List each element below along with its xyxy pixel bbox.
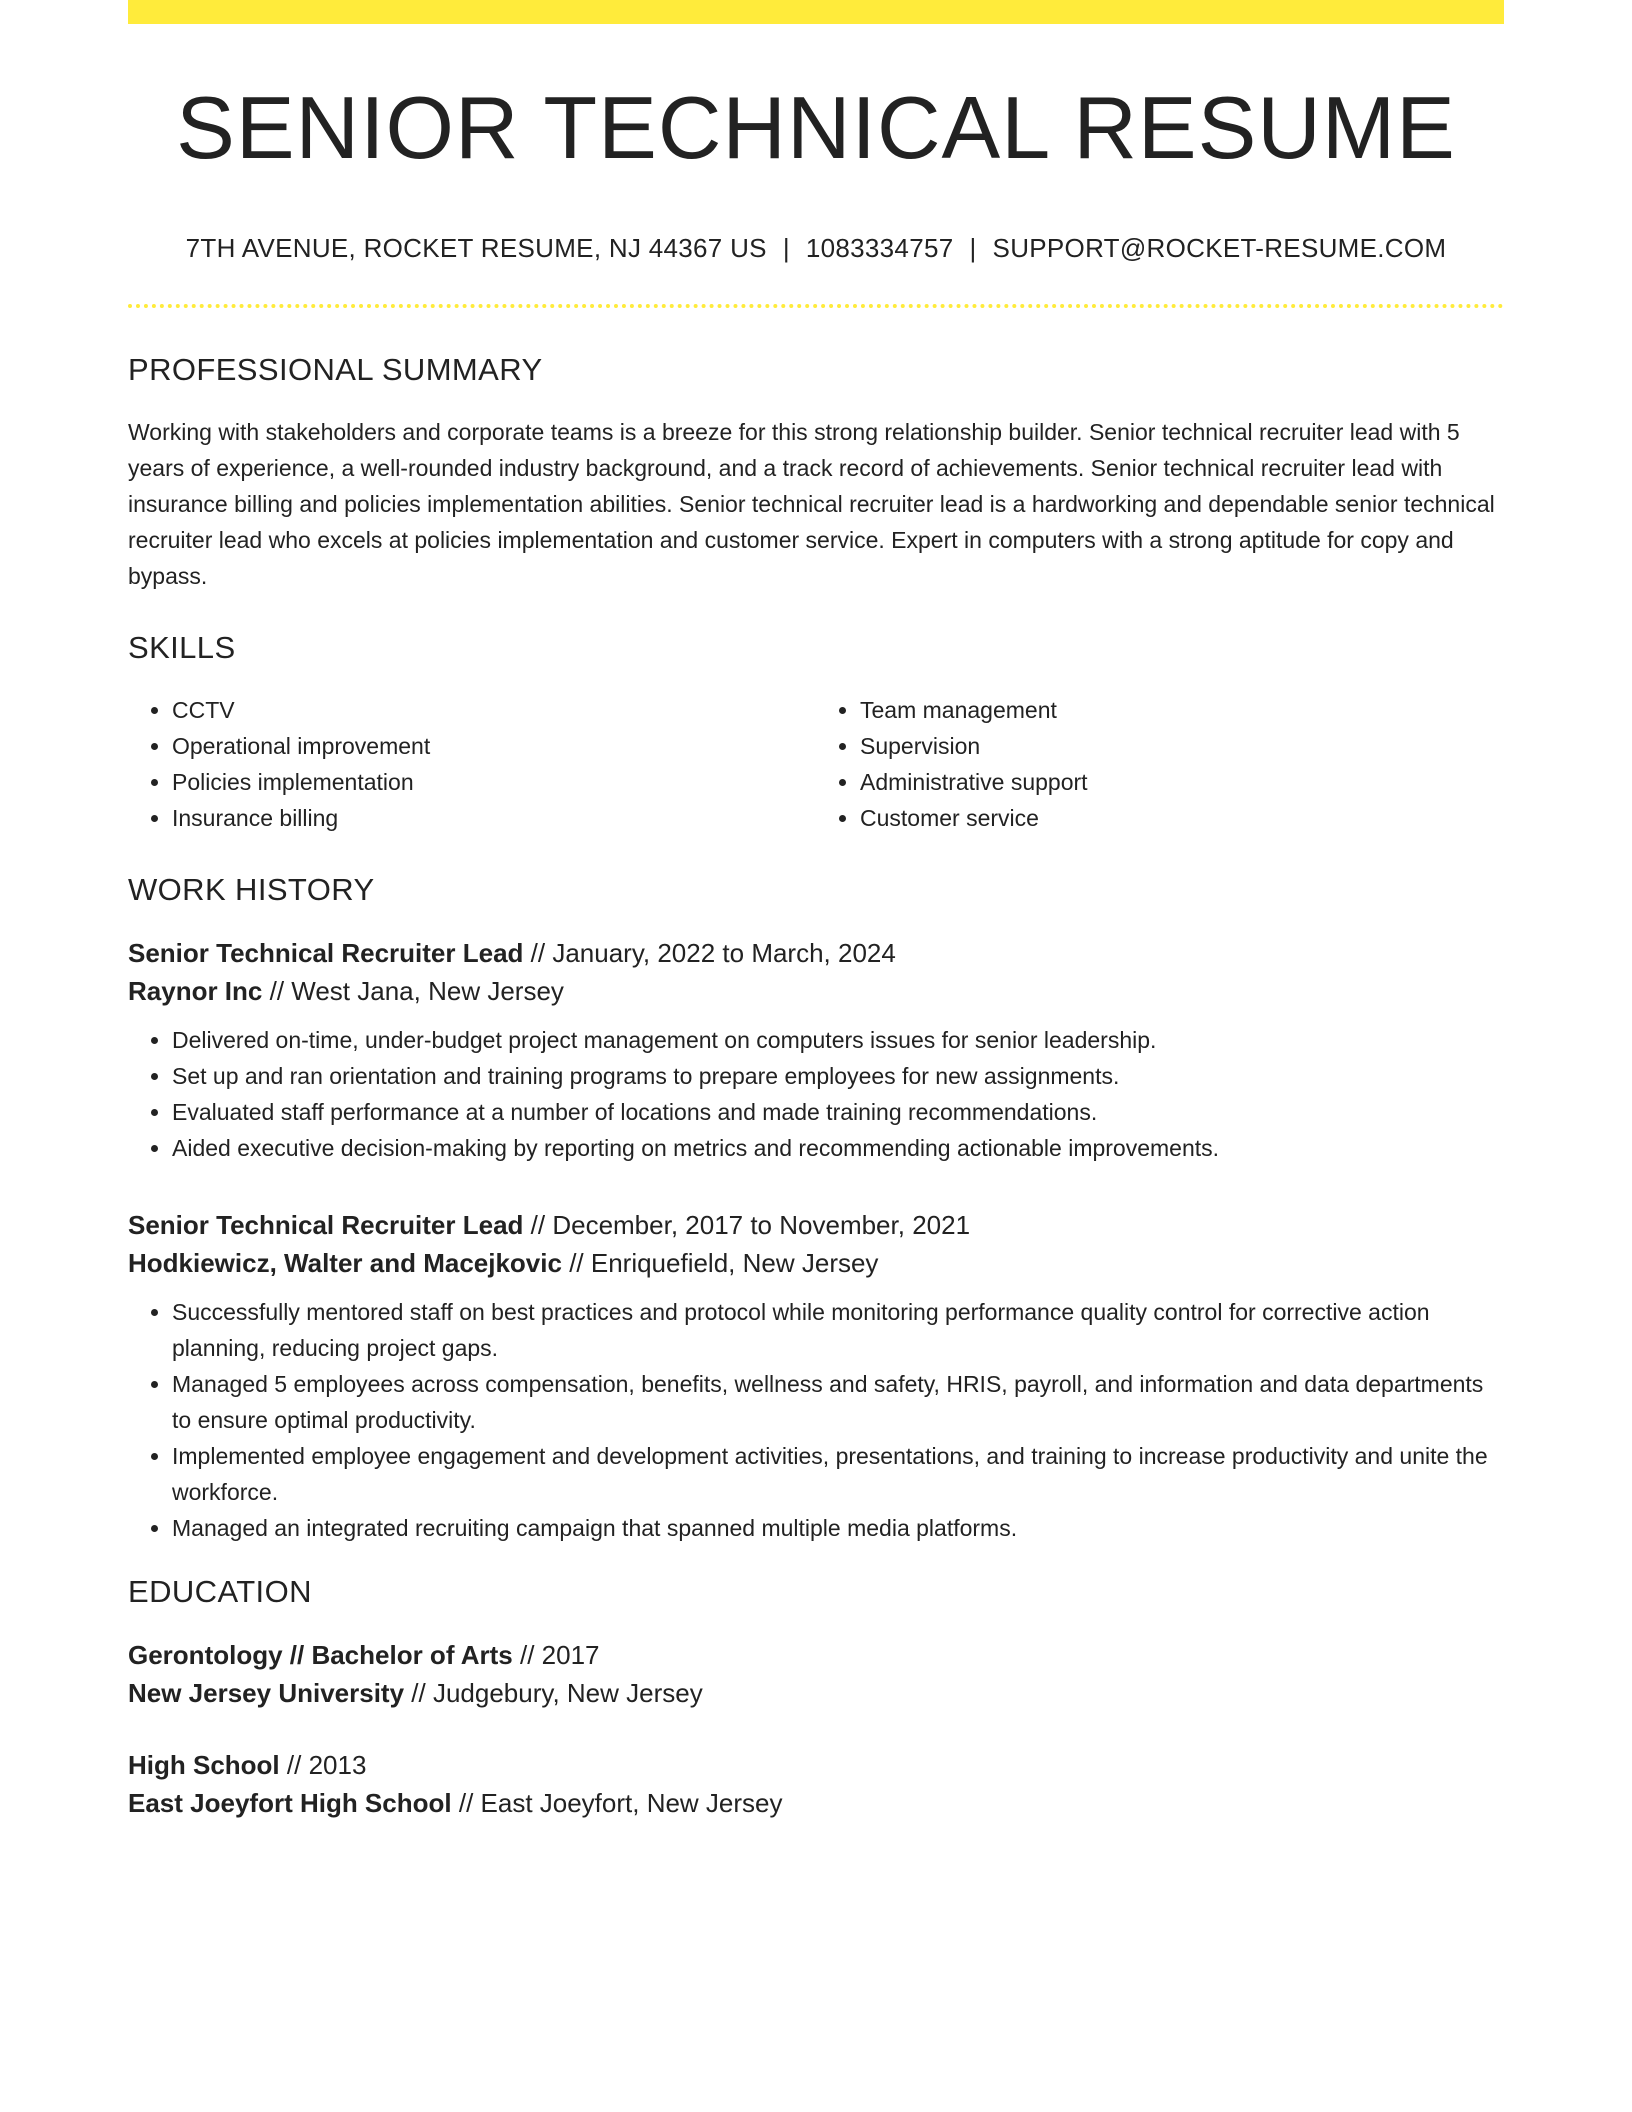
job-role: Senior Technical Recruiter Lead xyxy=(128,1209,524,1240)
top-accent-bar xyxy=(128,0,1504,24)
education-year: // 2017 xyxy=(519,1639,600,1670)
job-bullet: • Successfully mentored staff on best practices and protocol while monitoring performance quality control for corrective action planning, reducing project gaps. xyxy=(172,1294,1504,1366)
skill-item: • Team management xyxy=(860,692,1504,728)
education-location: // Judgebury, New Jersey xyxy=(411,1677,703,1708)
section-title-education: EDUCATION xyxy=(128,1573,312,1609)
job-bullet: • Aided executive decision-making by reporting on metrics and recommending actionable improvements. xyxy=(172,1130,1504,1166)
skill-item: • Administrative support xyxy=(860,764,1504,800)
skills-column-left xyxy=(128,692,816,836)
job-entry xyxy=(128,934,1504,1166)
contact-separator: | xyxy=(969,232,977,263)
contact-address: 7TH AVENUE, ROCKET RESUME, NJ 44367 US xyxy=(185,232,767,263)
job-location: // Enriquefield, New Jersey xyxy=(569,1247,879,1278)
section-title-skills: SKILLS xyxy=(128,629,236,665)
education-year: // 2013 xyxy=(286,1749,367,1780)
job-entry xyxy=(128,1206,1504,1546)
job-company-line xyxy=(128,1244,1504,1282)
skills-list xyxy=(128,692,1504,836)
skill-item: • Insurance billing xyxy=(172,800,816,836)
education-location: // East Joeyfort, New Jersey xyxy=(458,1787,783,1818)
job-company-line xyxy=(128,972,1504,1010)
skill-item: • Supervision xyxy=(860,728,1504,764)
education-school: East Joeyfort High School xyxy=(128,1787,452,1818)
skill-item: • Operational improvement xyxy=(172,728,816,764)
job-bullets xyxy=(128,1294,1504,1546)
education-school-line xyxy=(128,1784,1504,1822)
contact-email[interactable]: SUPPORT@ROCKET-RESUME.COM xyxy=(992,232,1447,263)
section-title-summary: PROFESSIONAL SUMMARY xyxy=(128,351,543,387)
job-bullet: • Managed an integrated recruiting campaign that spanned multiple media platforms. xyxy=(172,1510,1504,1546)
job-bullets xyxy=(128,1022,1504,1166)
contact-line xyxy=(128,233,1504,264)
job-dates: // January, 2022 to March, 2024 xyxy=(530,937,896,968)
job-bullet: • Managed 5 employees across compensation, benefits, wellness and safety, HRIS, payroll, and information and data departments to ensure optimal productivity. xyxy=(172,1366,1504,1438)
education-school-line xyxy=(128,1674,1504,1712)
job-title-line xyxy=(128,934,1504,972)
education-school: New Jersey University xyxy=(128,1677,405,1708)
job-bullet: • Implemented employee engagement and development activities, presentations, and training to increase productivity and unite the workforce. xyxy=(172,1438,1504,1510)
job-bullet: • Set up and ran orientation and training programs to prepare employees for new assignments. xyxy=(172,1058,1504,1094)
job-dates: // December, 2017 to November, 2021 xyxy=(530,1209,971,1240)
skill-item: • Policies implementation xyxy=(172,764,816,800)
job-role: Senior Technical Recruiter Lead xyxy=(128,937,524,968)
job-company: Raynor Inc xyxy=(128,975,263,1006)
education-degree: High School xyxy=(128,1749,280,1780)
education-degree-line xyxy=(128,1636,1504,1674)
summary-text: Working with stakeholders and corporate teams is a breeze for this strong relationship builder. Senior technical recruiter lead with 5 years of experience, a well-rounded industry background, and a track record of achievements. Senior technical recruiter lead with insurance billing and policies implementation abilities. Senior technical recruiter lead is a hardworking and dependable senior technical recruiter lead who excels at policies implementation and customer service. Expert in computers with a strong aptitude for copy and bypass. xyxy=(128,418,1495,589)
education-entry xyxy=(128,1636,1504,1712)
resume-title: SENIOR TECHNICAL RESUME xyxy=(176,78,1456,177)
job-bullet: • Evaluated staff performance at a number of locations and made training recommendations. xyxy=(172,1094,1504,1130)
contact-phone: 1083334757 xyxy=(805,232,954,263)
resume-page xyxy=(128,0,1504,1822)
section-title-work-history: WORK HISTORY xyxy=(128,871,375,907)
education-degree: Gerontology // Bachelor of Arts xyxy=(128,1639,513,1670)
contact-separator: | xyxy=(782,232,790,263)
job-location: // West Jana, New Jersey xyxy=(269,975,564,1006)
education-degree-line xyxy=(128,1746,1504,1784)
job-company: Hodkiewicz, Walter and Macejkovic xyxy=(128,1247,562,1278)
skill-item: • CCTV xyxy=(172,692,816,728)
education-entry xyxy=(128,1746,1504,1822)
skill-item: • Customer service xyxy=(860,800,1504,836)
job-bullet: • Delivered on-time, under-budget project management on computers issues for senior leadership. xyxy=(172,1022,1504,1058)
dotted-divider xyxy=(128,304,1504,308)
skills-column-right xyxy=(816,692,1504,836)
job-title-line xyxy=(128,1206,1504,1244)
